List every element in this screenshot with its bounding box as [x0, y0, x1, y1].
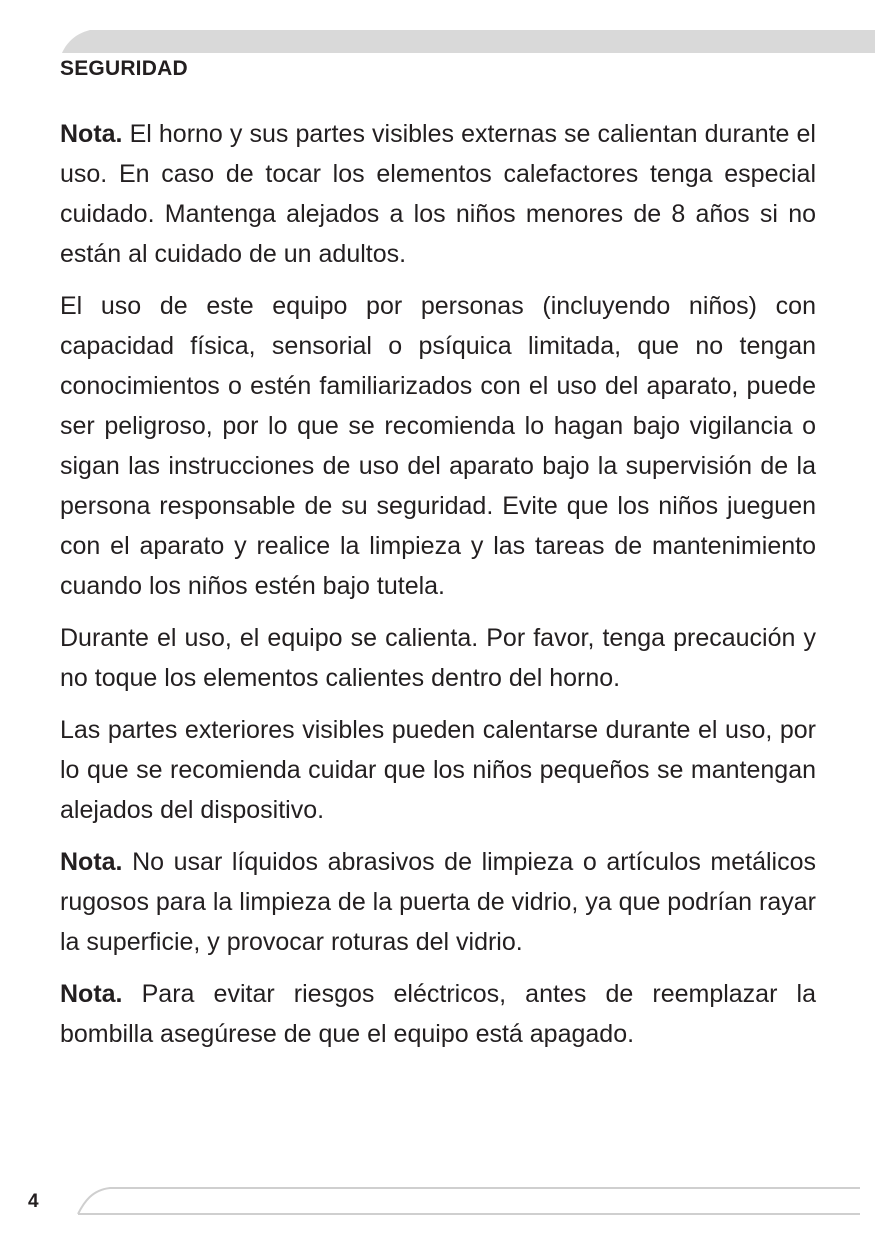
page-content [60, 114, 816, 1066]
paragraph-heats-during-use [60, 618, 816, 698]
paragraph-text: Las partes exteriores visibles pueden calentarse durante el uso, por lo que se recomienda cuidar que los niños pequeños se mantengan alejados del dispositivo. [60, 716, 816, 824]
paragraph-text: Durante el uso, el equipo se calienta. Por favor, tenga precaución y no toque los elementos calientes dentro del horno. [60, 624, 816, 692]
note-label: Nota. [60, 120, 123, 148]
paragraph-limited-capacity [60, 286, 816, 606]
footer-band [0, 1180, 875, 1220]
note-label: Nota. [60, 980, 123, 1008]
note-label: Nota. [60, 848, 123, 876]
paragraph-note-bulb [60, 974, 816, 1054]
paragraph-text: El uso de este equipo por personas (incluyendo niños) con capacidad física, sensorial o psíquica limitada, que no tengan conocimientos o estén familiarizados con el uso del aparato, puede ser peligroso, por lo que se recomienda lo hagan bajo vigilancia o sigan las instrucciones de uso del aparato bajo la supervisión de la persona responsable de su seguridad. Evite que los niños jueguen con el aparato y realice la limpieza y las tareas de mantenimiento cuando los niños estén bajo tutela. [60, 292, 816, 600]
paragraph-text: Para evitar riesgos eléctricos, antes de reemplazar la bombilla asegúrese de que el equipo está apagado. [60, 980, 816, 1048]
paragraph-exterior-parts [60, 710, 816, 830]
paragraph-note-hot-parts [60, 114, 816, 274]
section-title: SEGURIDAD [60, 57, 188, 80]
paragraph-text: No usar líquidos abrasivos de limpieza o artículos metálicos rugosos para la limpieza de la puerta de vidrio, ya que podrían rayar la superficie, y provocar roturas del vidrio. [60, 848, 816, 956]
paragraph-note-cleaning [60, 842, 816, 962]
page-number: 4 [28, 1191, 39, 1212]
header-band [0, 0, 875, 60]
paragraph-text: El horno y sus partes visibles externas se calientan durante el uso. En caso de tocar los elementos calefactores tenga especial cuidado. Mantenga alejados a los niños menores de 8 años si no están al cuidado de un adultos. [60, 120, 816, 268]
